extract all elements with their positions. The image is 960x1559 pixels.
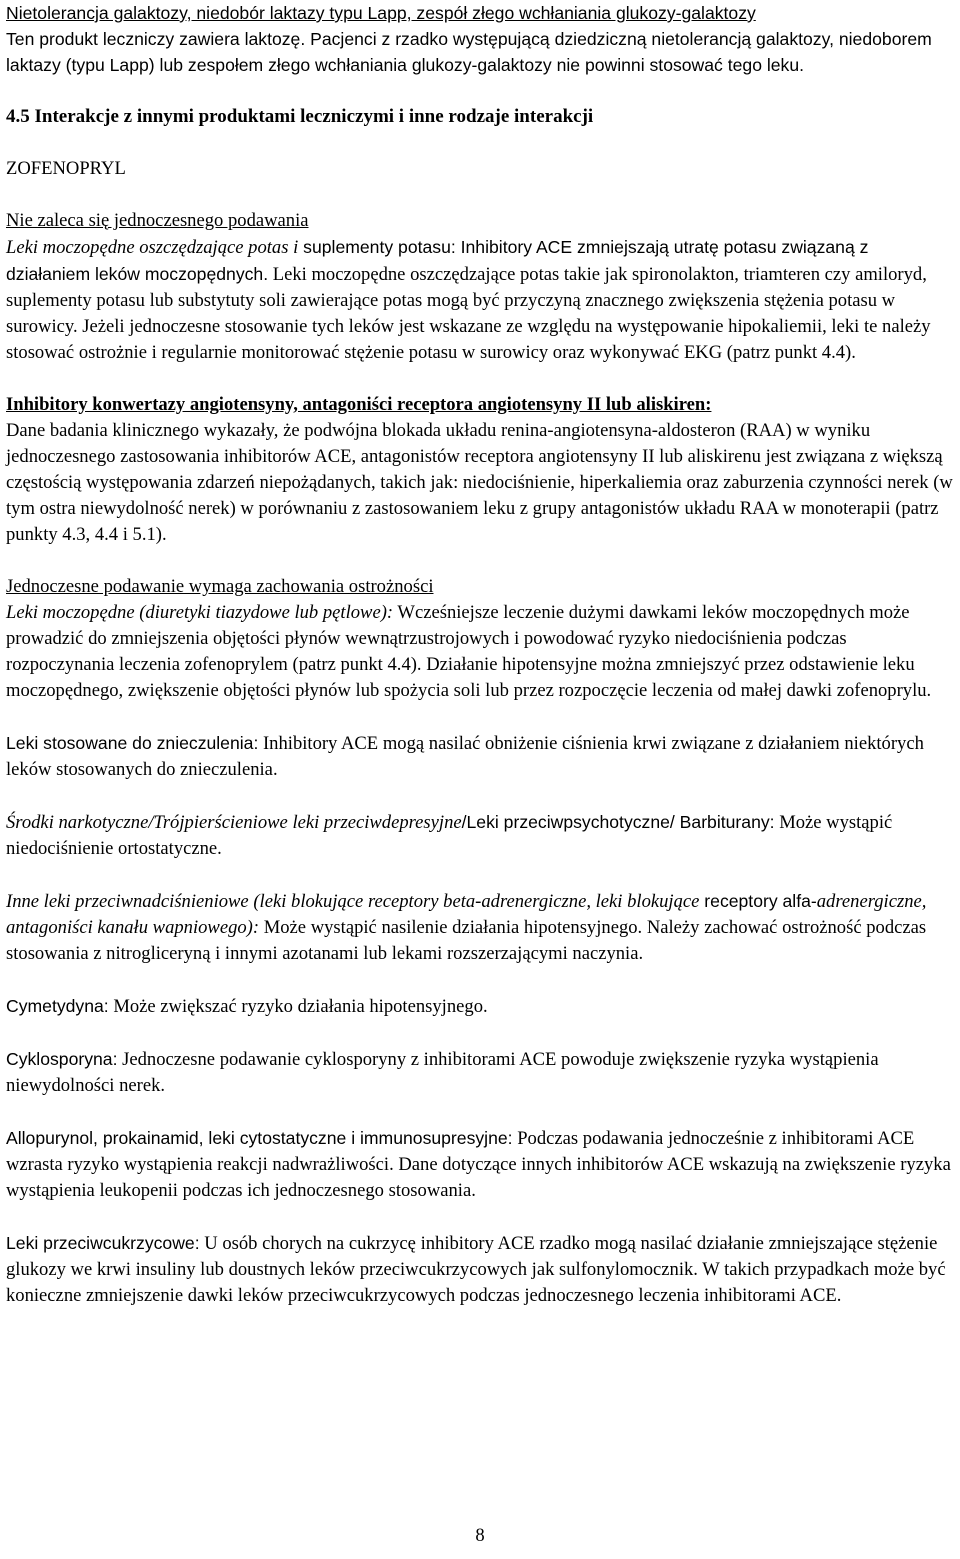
diuretics-plain-label: suplementy potasu: (298, 237, 456, 257)
allopurinol-paragraph (6, 1125, 954, 1204)
narcotics-text: Może wystąpić niedociśnienie ortostatyczne. (6, 812, 893, 859)
antidiabetics-label: Leki przeciwcukrzycowe: (6, 1233, 200, 1253)
anesthetics-paragraph (6, 730, 954, 783)
diuretics-text: Inhibitory ACE zmniejszają utratę potasu związaną z działaniem leków moczopędnych. (6, 237, 869, 284)
cimetidine-paragraph (6, 993, 954, 1020)
document-page (6, 0, 954, 1309)
section-title: 4.5 Interakcje z innymi produktami leczniczymi i inne rodzaje interakcji (6, 106, 594, 127)
cyclosporine-paragraph (6, 1046, 954, 1099)
narcotics-italic-label: Środki narkotyczne/Trójpierścieniowe leki przeciwdepresyjne (6, 812, 462, 833)
caution-diuretics-label: Leki moczopędne (diuretyki tiazydowe lub pętlowe): (6, 602, 394, 623)
diuretics-italic-label: Leki moczopędne oszczędzające potas i (6, 237, 299, 258)
lactose-paragraph (6, 0, 954, 78)
antihypertensives-italic-label-2: adrenergiczne, antagoniści kanału wapniowego): (6, 891, 927, 938)
anesthetics-text: Inhibitory ACE mogą nasilać obniżenie ciśnienia krwi związane z działaniem niektórych leków stosowanych do znieczulenia. (6, 733, 924, 780)
antidiabetics-text: U osób chorych na cukrzycę inhibitory ACE rzadko mogą nasilać działanie zmniejszające stężenie glukozy we krwi insuliny lub doustnych leków przeciwcukrzycowych jak sulfonylomocznik. W takich przypadkach może być konieczne zmniejszenie dawki leków przeciwcukrzycowych podczas jednoczesnego leczenia inhibitorami ACE. (6, 1233, 946, 1306)
caution-heading: Jednoczesne podawanie wymaga zachowania ostrożności (6, 576, 434, 597)
lactose-text: Ten produkt leczniczy zawiera laktozę. Pacjenci z rzadko występującą dziedziczną nietolerancją galaktozy, niedoborem laktazy (typu Lapp) lub zespołem złego wchłaniania glukozy-galaktozy nie powinni stosować tego leku. (6, 29, 932, 75)
page-number: 8 (475, 1525, 485, 1546)
cyclosporine-label: Cyklosporyna: (6, 1049, 118, 1069)
potassium-paragraph (6, 234, 954, 366)
narcotics-paragraph (6, 809, 954, 862)
narcotics-plain-label: /Leki przeciwpsychotyczne/ Barbiturany: (461, 812, 775, 832)
cimetidine-text: Może zwiększać ryzyko działania hipotensyjnego. (108, 996, 488, 1017)
antihypertensives-plain-label: receptory alfa- (699, 891, 817, 911)
allopurinol-label: Allopurynol, prokainamid, leki cytostatyczne i immunosupresyjne: (6, 1128, 513, 1148)
drug-name: ZOFENOPRYL (6, 158, 126, 179)
raa-text: Dane badania klinicznego wykazały, że podwójna blokada układu renina-angiotensyna-aldosteron (RAA) w wyniku jednoczesnego zastosowania inhibitorów ACE, antagonistów receptora angiotensyny II lub aliskirenu jest związana z większą częstością występowania zdarzeń niepożądanych, takich jak: niedociśnienie, hiperkaliemia oraz zaburzenia czynności nerek (w tym ostra niewydolność nerek) w porównaniu z zastosowaniem leku z grupy antagonistów układu RAA w monoterapii (patrz punkty 4.3, 4.4 i 5.1). (6, 420, 953, 545)
cyclosporine-text: Jednoczesne podawanie cyklosporyny z inhibitorami ACE powoduje zwiększenie ryzyka wystąpienia niewydolności nerek. (6, 1049, 879, 1096)
anesthetics-label: Leki stosowane do znieczulenia: (6, 733, 259, 753)
not-recommended-heading: Nie zaleca się jednoczesnego podawania (6, 210, 309, 231)
antihypertensives-italic-label-1: Inne leki przeciwnadciśnieniowe (leki blokujące receptory beta-adrenergiczne, leki blokujące (6, 891, 700, 912)
allopurinol-text: Podczas podawania jednocześnie z inhibitorami ACE wzrasta ryzyko wystąpienia reakcji nadwrażliwości. Dane dotyczące innych inhibitorów ACE wskazują na zwiększenie ryzyka wystąpienia leukopenii podczas ich jednoczesnego stosowania. (6, 1128, 951, 1201)
caution-diuretics-paragraph (6, 600, 954, 704)
cimetidine-label: Cymetydyna: (6, 996, 109, 1016)
antihypertensives-text: Może wystąpić nasilenie działania hipotensyjnego. Należy zachować ostrożność podczas stosowania z nitrogliceryną i innymi azotanami lub lekami rozszerzającymi naczynia. (6, 917, 927, 964)
caution-diuretics-text: Wcześniejsze leczenie dużymi dawkami leków moczopędnych może prowadzić do zmniejszenia objętości płynów wewnątrzustrojowych i powodować ryzyko niedociśnienia podczas rozpoczynania leczenia zofenoprylem (patrz punkt 4.4). Działanie hipotensyjne można zmniejszyć przez odstawienie leku moczopędnego, zwiększenie objętości płynów lub spożycia soli lub przez rozpoczęcie leczenia od małej dawki zofenoprylu. (6, 602, 932, 701)
lactose-heading: Nietolerancja galaktozy, niedobór laktazy typu Lapp, zespół złego wchłaniania glukozy-galaktozy (6, 3, 756, 23)
diuretics-text-2: Leki moczopędne oszczędzające potas takie jak spironolakton, triamteren czy amiloryd, suplementy potasu lub substytuty soli zawierające potas mogą być przyczyną znacznego zwiększenia stężenia potasu w surowicy. Jeżeli jednoczesne stosowanie tych leków jest wskazane ze względu na występowanie hipokaliemii, leki te należy stosować ostrożnie i regularnie monitorować stężenie potasu w surowicy oraz wykonywać EKG (patrz punkt 4.4). (6, 264, 931, 363)
raa-heading: Inhibitory konwertazy angiotensyny, antagoniści receptora angiotensyny II lub aliskiren: (6, 394, 712, 415)
antidiabetics-paragraph (6, 1230, 954, 1309)
antihypertensives-paragraph (6, 888, 954, 967)
